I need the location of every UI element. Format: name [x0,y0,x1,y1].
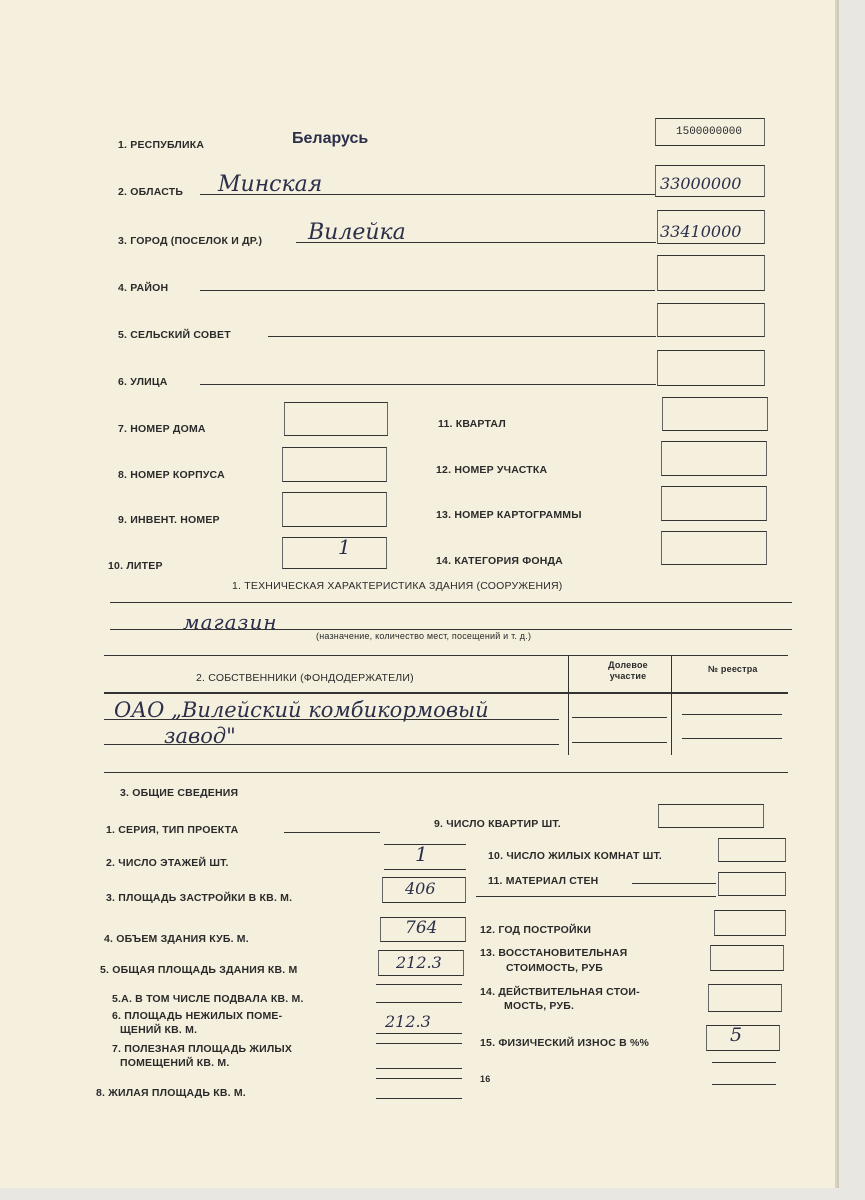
apartments-label: 9. ЧИСЛО КВАРТИР ШТ. [434,818,561,830]
owners-header: 2. СОБСТВЕННИКИ (ФОНДОДЕРЖАТЕЛИ) [196,672,414,684]
owners-table-header-bottom [104,692,788,694]
field-village-council-code-box[interactable] [657,303,765,337]
series-type-underline [284,832,380,833]
nonresidential-area-label-1: 6. ПЛОЩАДЬ НЕЖИЛЫХ ПОМЕ- [112,1010,283,1022]
field-city-value: Вилейка [308,220,406,245]
field-republic-label: 1. РЕСПУБЛИКА [118,139,205,151]
build-year-label: 12. ГОД ПОСТРОЙКИ [480,924,592,936]
volume-label: 4. ОБЪЕМ ЗДАНИЯ КУБ. М. [104,933,249,945]
field-village-council-label: 5. СЕЛЬСКИЙ СОВЕТ [118,329,231,341]
field-liter-value: 1 [338,535,351,559]
basement-area-label: 5.А. В ТОМ ЧИСЛЕ ПОДВАЛА КВ. М. [112,993,304,1005]
rooms-label: 10. ЧИСЛО ЖИЛЫХ КОМНАТ ШТ. [488,850,663,862]
row-16-label: 16 [480,1074,491,1084]
field-cartogram-box[interactable] [661,486,767,521]
actual-cost-label-2: МОСТЬ, РУБ. [504,1000,575,1012]
registry-row-line-2 [682,738,782,739]
nonresidential-area-value: 212.3 [385,1012,431,1031]
living-area-line-bottom [376,1098,462,1099]
share-row-line-1 [572,717,667,718]
field-region-underline [200,194,655,195]
field-building-label: 8. НОМЕР КОРПУСА [118,469,225,481]
section1-line-2 [110,629,792,630]
useful-area-label-1: 7. ПОЛЕЗНАЯ ПЛОЩАДЬ ЖИЛЫХ [112,1043,293,1055]
floors-label: 2. ЧИСЛО ЭТАЖЕЙ ШТ. [106,857,229,869]
field-fund-category-box[interactable] [661,531,767,565]
field-street-underline [200,384,656,385]
field-street-code-box[interactable] [657,350,765,386]
field-plot-number-box[interactable] [661,441,767,476]
field-street-label: 6. УЛИЦА [118,376,168,388]
field-quarter-label: 11. КВАРТАЛ [438,418,506,430]
wall-material-underline-1 [632,883,716,884]
section1-purpose-caption: (назначение, количество мест, посещений и т. д.) [316,631,532,641]
depreciation-label: 15. ФИЗИЧЕСКИЙ ИЗНОС В %% [480,1037,650,1049]
field-inventory-box[interactable] [282,492,387,527]
floors-value: 1 [415,842,428,866]
field-house-number-box[interactable] [284,402,388,436]
useful-area-line-bottom [376,1068,462,1069]
owners-table-top [104,655,788,656]
field-region-code: 33000000 [660,174,742,193]
section3-title: 3. ОБЩИЕ СВЕДЕНИЯ [120,787,239,799]
field-cartogram-label: 13. НОМЕР КАРТОГРАММЫ [436,509,582,521]
field-city-underline [296,242,656,243]
wall-material-underline-2 [476,896,716,897]
row-16-line-bottom [712,1084,776,1085]
field-building-box[interactable] [282,447,387,482]
owners-row-line-1 [104,719,559,720]
field-city-code: 33410000 [660,222,742,241]
field-region-label: 2. ОБЛАСТЬ [118,186,184,198]
field-district-label: 4. РАЙОН [118,282,169,294]
volume-value: 764 [405,918,438,938]
depreciation-value: 5 [730,1024,743,1046]
actual-cost-box[interactable] [708,984,782,1012]
nonresidential-area-label-2: ЩЕНИЙ КВ. М. [120,1024,198,1036]
apartments-box[interactable] [658,804,764,828]
build-year-box[interactable] [714,910,786,936]
total-area-label: 5. ОБЩАЯ ПЛОЩАДЬ ЗДАНИЯ КВ. М [100,964,298,976]
registry-row-line-1 [682,714,782,715]
field-liter-box[interactable] [282,537,387,569]
useful-area-label-2: ПОМЕЩЕНИЙ КВ. М. [120,1057,230,1069]
field-plot-number-label: 12. НОМЕР УЧАСТКА [436,464,548,476]
rooms-box[interactable] [718,838,786,862]
section1-purpose-value: магазин [183,610,278,634]
field-quarter-box[interactable] [662,397,768,431]
restoration-cost-label-1: 13. ВОССТАНОВИТЕЛЬНАЯ [480,947,628,959]
registry-header: № реестра [708,664,758,674]
owner-name-line-1: ОАО „Вилейский комбикормовый [114,698,489,722]
owners-col-divider-2 [671,655,672,755]
field-district-underline [200,290,655,291]
field-district-code-box[interactable] [657,255,765,291]
useful-area-line-top [376,1043,462,1044]
owners-row-line-2 [104,744,559,745]
built-area-value: 406 [405,879,436,898]
living-area-line-top [376,1078,462,1079]
living-area-label: 8. ЖИЛАЯ ПЛОЩАДЬ КВ. М. [96,1087,246,1099]
series-type-label: 1. СЕРИЯ, ТИП ПРОЕКТА [106,824,239,836]
field-republic-code: 1500000000 [676,126,743,138]
depreciation-box[interactable] [706,1025,780,1051]
restoration-cost-label-2: СТОИМОСТЬ, РУБ [506,962,603,974]
nonresidential-area-underline [376,1033,462,1034]
field-fund-category-label: 14. КАТЕГОРИЯ ФОНДА [436,555,563,567]
field-region-value: Минская [218,172,323,197]
total-area-value: 212.3 [396,953,442,972]
share-row-line-2 [572,742,667,743]
share-header: Долевое участие [608,660,648,681]
built-area-label: 3. ПЛОЩАДЬ ЗАСТРОЙКИ В КВ. М. [106,892,293,904]
wall-material-box[interactable] [718,872,786,896]
field-inventory-label: 9. ИНВЕНТ. НОМЕР [118,514,220,526]
basement-area-box [376,984,462,1003]
section1-title: 1. ТЕХНИЧЕСКАЯ ХАРАКТЕРИСТИКА ЗДАНИЯ (СООРУЖЕНИЯ) [232,580,563,592]
field-liter-label: 10. ЛИТЕР [108,560,163,572]
field-house-number-label: 7. НОМЕР ДОМА [118,423,206,435]
field-republic-value: Беларусь [292,130,369,147]
field-city-label: 3. ГОРОД (ПОСЕЛОК И ДР.) [118,235,263,247]
wall-material-label: 11. МАТЕРИАЛ СТЕН [488,875,599,887]
row-16-line-top [712,1062,776,1063]
actual-cost-label-1: 14. ДЕЙСТВИТЕЛЬНАЯ СТОИ- [480,986,640,998]
restoration-cost-box[interactable] [710,945,784,971]
owners-table-bottom [104,772,788,773]
owners-col-divider-1 [568,655,569,755]
field-village-council-underline [268,336,656,337]
section1-line-1 [110,602,792,603]
owner-name-line-2: завод" [164,724,236,748]
